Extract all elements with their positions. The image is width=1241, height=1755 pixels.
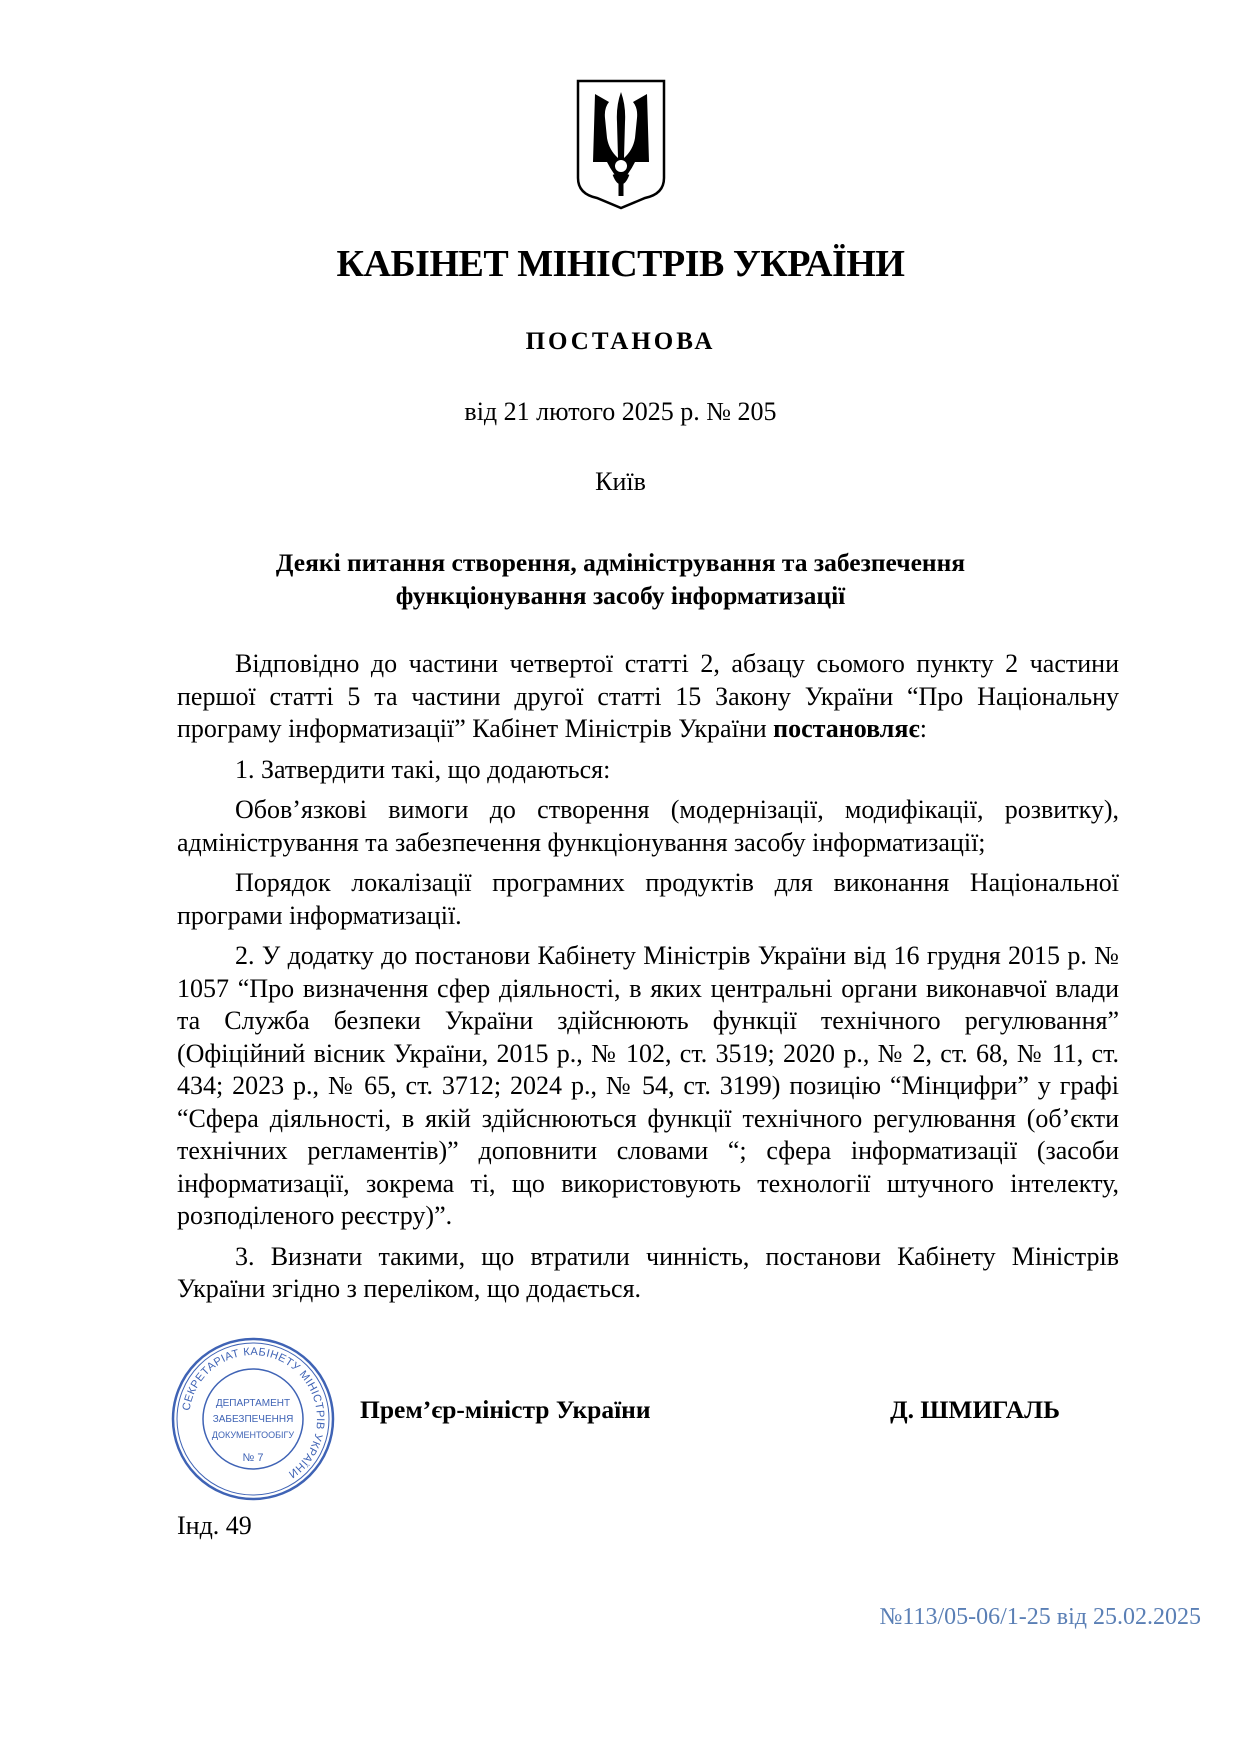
document-date-number: від 21 лютого 2025 р. № 205: [464, 397, 777, 426]
item-1-text: 1. Затвердити такі, що додаються:: [235, 754, 611, 784]
preamble-colon: :: [919, 714, 927, 743]
signatory-title: Прем’єр-міністр України: [360, 1394, 651, 1424]
document-heading-line2: функціонування засобу інформатизації: [395, 581, 846, 610]
document-type: ПОСТАНОВА: [525, 328, 716, 355]
preamble-text: Відповідно до частини четвертої статті 2, абзацу сьомого пункту 2 частини першої статті 5 та частини другої статті 15 Закону України “Про Національну програму інформатизації” Кабінет Міністрів України: [177, 649, 1119, 743]
document-city: Київ: [595, 467, 646, 496]
emblem-container: [0, 78, 1241, 210]
organization-title: КАБІНЕТ МІНІСТРІВ УКРАЇНИ: [336, 243, 905, 285]
document-heading-line1: Деякі питання створення, адміністрування та забезпечення: [275, 548, 966, 577]
signature-block: [170, 1336, 1060, 1506]
stamp-number: № 7: [242, 1451, 264, 1464]
stamp-inner-line2: ЗАБЕЗПЕЧЕННЯ: [212, 1413, 294, 1425]
preamble-paragraph: [177, 648, 1119, 746]
stamp-outer-text: СЕКРЕТАРІАТ КАБІНЕТУ МІНІСТРІВ УКРАЇНИ: [180, 1345, 327, 1480]
item-1b-text: Порядок локалізації програмних продуктів для виконання Національної програми інформатизації.: [177, 868, 1119, 930]
registration-number: №113/05-06/1-25 від 25.02.2025: [879, 1603, 1201, 1630]
document-heading: [0, 546, 1241, 612]
document-index: Інд. 49: [177, 1510, 252, 1540]
ukraine-trident-emblem-icon: [575, 78, 667, 210]
preamble-bold-verb: постановляє: [773, 714, 920, 743]
official-stamp: [170, 1336, 336, 1502]
item-1a-text: Обов’язкові вимоги до створення (модернізації, модифікації, розвитку), адміністрування та забезпечення функціонування засобу інформатизації;: [177, 795, 1119, 857]
document-body: [177, 648, 1119, 1306]
item-3-text: 3. Визнати такими, що втратили чинність, постанови Кабінету Міністрів України згідно з переліком, що додається.: [177, 1241, 1119, 1303]
stamp-inner-line3: ДОКУМЕНТООБІГУ: [211, 1429, 295, 1440]
signatory-name: Д. ШМИГАЛЬ: [890, 1394, 1060, 1424]
item-2-text: 2. У додатку до постанови Кабінету Міністрів України від 16 грудня 2015 р. № 1057 “Про визначення сфер діяльності, в яких центральні органи виконавчої влади та Служба безпеки України здійснюють функції технічного регулювання” (Офіційний вісник України, 2015 р., № 102, ст. 3519; 2020 р., № 2, ст. 68, № 11, ст. 434; 2023 р., № 65, ст. 3712; 2024 р., № 54, ст. 3199) позицію “Мінцифри” у графі “Сфера діяльності, в якій здійснюються функції технічного регулювання (об’єкти технічних регламентів)” доповнити словами “; сфера інформатизації (засоби інформатизації, зокрема ті, що використовують технології штучного інтелекту, розподіленого реєстру)”.: [177, 941, 1119, 1230]
stamp-inner-line1: ДЕПАРТАМЕНТ: [215, 1397, 291, 1409]
